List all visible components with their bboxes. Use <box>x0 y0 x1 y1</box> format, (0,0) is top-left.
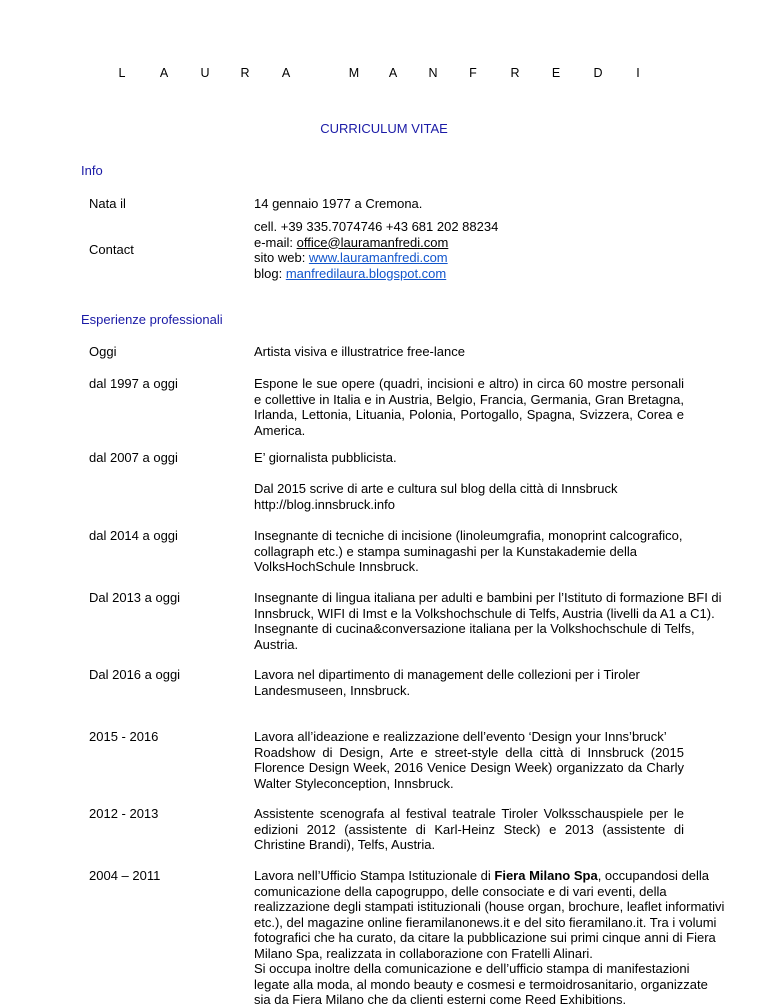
contact-block <box>254 219 684 281</box>
section-heading-info: Info <box>81 163 103 178</box>
name-letter: I <box>636 66 640 80</box>
entry-description: Lavora nel dipartimento di management delle collezioni per i Tiroler Landesmuseen, Innsbruck. <box>254 667 640 698</box>
phone-numbers: cell. +39 335.7074746 +43 681 202 88234 <box>254 219 499 234</box>
entry-description: Lavora nell’Ufficio Stampa Istituzionale di Fiera Milano Spa, occupandosi della comunicazione della capogruppo, delle consociate e di vari eventi, della realizzazione degli stampati istituzionali (house organ, brochure, leaflet informativi etc.), del magazine online fieramilanonews.it e del sito fieramilano.it. Tra i volumi fotografici che ha curato, da citare la pubblicazione sui primi cinque anni di Fiera Milano Spa, realizzata in collaborazione con Fratelli Alinari. Si occupa inoltre della comunicazione e dell’ufficio stampa di manifestazioni legate alla moda, al mondo beauty e cosmesi e termoidrosanitario, organizzate sia da Fiera Milano che da clienti esterni come Reed Exhibitions. <box>254 868 725 1007</box>
entry-period: Oggi <box>89 344 117 359</box>
document-title: CURRICULUM VITAE <box>320 121 448 136</box>
name-letter: N <box>428 66 438 80</box>
section-heading-experience: Esperienze professionali <box>81 312 223 327</box>
entry-description: Artista visiva e illustratrice free-lance <box>254 344 465 359</box>
blog-line: blog: manfredilaura.blogspot.com <box>254 265 447 281</box>
entry-period: Dal 2016 a oggi <box>89 667 181 682</box>
email-line: e-mail: office@lauramanfredi.com <box>254 234 449 250</box>
name-letter: D <box>593 66 603 80</box>
entry-description: Insegnante di tecniche di incisione (linoleumgrafia, monoprint calcografico, collagraph etc.) e stampa suminagashi per la Kunstakademie della VolksHochSchule Innsbruck. <box>254 528 683 574</box>
entry-description: Insegnante di lingua italiana per adulti e bambini per l’Istituto di formazione BFI di Innsbruck, WIFI di Imst e la Volkshochschule di Telfs, Austria (livelli da A1 a C1). Insegnante di cucina&conversazione italiana per la Volkshochschule di Telfs, Austria. <box>254 590 722 652</box>
email-link[interactable]: office@lauramanfredi.com <box>296 234 449 250</box>
entry-description: E’ giornalista pubblicista. <box>254 450 397 465</box>
entry-period: dal 2007 a oggi <box>89 450 178 465</box>
entry-period: Dal 2013 a oggi <box>89 590 181 605</box>
name-letter: F <box>469 66 477 80</box>
name-letter: U <box>200 66 210 80</box>
name-letter: L <box>118 66 126 80</box>
blog-url: http://blog.innsbruck.info <box>254 496 395 512</box>
entry-description-extra: Dal 2015 scrive di arte e cultura sul blog della città di Innsbruck http://blog.innsbruck.info <box>254 481 684 512</box>
name-letter: M <box>348 66 360 80</box>
entry-description: Lavora all’ideazione e realizzazione dell’evento ‘Design your Inns’bruck’ Roadshow di Design, Arte e street-style della città di Innsbruck (2015 Florence Design Week, 2016 Venice Design Week) organizzato da Charly Walter Styleconception, Innsbruck. <box>254 729 684 791</box>
blog-link[interactable]: manfredilaura.blogspot.com <box>285 265 447 281</box>
name-letter: R <box>510 66 520 80</box>
entry-period: 2012 - 2013 <box>89 806 159 821</box>
name-letter: A <box>281 66 291 80</box>
website-line: sito web: www.lauramanfredi.com <box>254 250 448 265</box>
entry-period: 2004 – 2011 <box>89 868 161 883</box>
name-letter: R <box>240 66 250 80</box>
entry-description: Espone le sue opere (quadri, incisioni e altro) in circa 60 mostre personali e collettive in Italia e in Austria, Belgio, Francia, Germania, Gran Bretagna, Irlanda, Lettonia, Lituania, Polonia, Portogallo, Spagna, Svizzera, Corea e America. <box>254 376 684 438</box>
entry-description: Assistente scenografa al festival teatrale Tiroler Volksschauspiele per le edizioni 2012 (assistente di Karl-Heinz Steck) e 2013 (assistente di Christine Brandi), Telfs, Austria. <box>254 806 684 852</box>
born-label: Nata il <box>89 196 126 211</box>
name-letter: A <box>159 66 169 80</box>
name-letter: E <box>551 66 561 80</box>
company-name: Fiera Milano Spa <box>494 868 598 883</box>
entry-period: dal 2014 a oggi <box>89 528 178 543</box>
name-letter: A <box>388 66 398 80</box>
entry-period: dal 1997 a oggi <box>89 376 178 391</box>
contact-label: Contact <box>89 242 134 257</box>
born-value: 14 gennaio 1977 a Cremona. <box>254 196 423 211</box>
entry-period: 2015 - 2016 <box>89 729 159 744</box>
website-link[interactable]: www.lauramanfredi.com <box>308 250 448 265</box>
